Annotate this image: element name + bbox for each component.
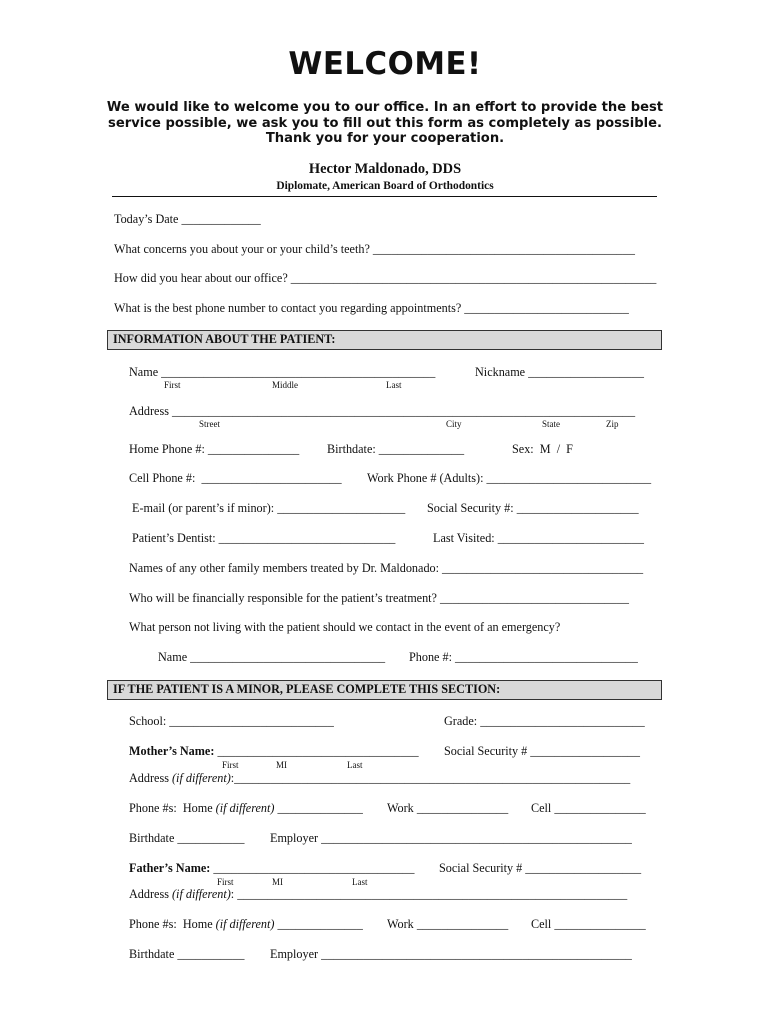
work-phone-field[interactable]: Work Phone # (Adults): ___________________________ — [367, 471, 652, 485]
mother-phones-note: (if different) — [215, 801, 275, 815]
emergency-question: What person not living with the patient should we contact in the event of an emergency? — [129, 620, 561, 634]
sex-field[interactable]: Sex: M / F — [512, 442, 573, 456]
minor-section-header — [107, 680, 662, 700]
mother-employer-field[interactable]: Employer ___________________________________________________ — [270, 831, 632, 845]
mother-name-line: _________________________________ — [214, 744, 419, 758]
mother-mi-caption: MI — [276, 760, 287, 770]
father-address-note: (if different) — [172, 887, 231, 901]
mother-phones-line: ______________ — [274, 801, 363, 815]
father-name-line: _________________________________ — [210, 861, 415, 875]
intro-line-2: service possible, we ask you to fill out this form as completely as possible. — [108, 116, 662, 131]
school-field[interactable]: School: ___________________________ — [129, 714, 334, 728]
father-work-phone-field[interactable]: Work _______________ — [387, 917, 509, 931]
dentist-field[interactable]: Patient’s Dentist: _____________________________ — [132, 531, 396, 545]
minor-section-title: IF THE PATIENT IS A MINOR, PLEASE COMPLETE THIS SECTION: — [113, 682, 501, 696]
mother-name-field[interactable] — [129, 744, 419, 759]
cell-phone-field[interactable]: Cell Phone #: _______________________ — [129, 471, 342, 485]
page-title: WELCOME! — [288, 46, 482, 82]
patient-section-title: INFORMATION ABOUT THE PATIENT: — [113, 332, 336, 346]
email-field[interactable]: E-mail (or parent’s if minor): _____________________ — [132, 501, 406, 515]
mother-home-phone-field[interactable] — [129, 801, 363, 816]
father-home-phone-field[interactable] — [129, 917, 363, 932]
father-ssn-field[interactable]: Social Security # ___________________ — [439, 861, 642, 875]
nickname-field[interactable]: Nickname ___________________ — [475, 365, 644, 379]
name-first-caption: First — [164, 380, 181, 390]
home-phone-field[interactable]: Home Phone #: _______________ — [129, 442, 300, 456]
father-last-caption: Last — [352, 877, 368, 887]
father-phones-line: ______________ — [274, 917, 363, 931]
mother-name-label: Mother’s Name: — [129, 744, 215, 758]
mother-address-line: :_________________________________________________________________ — [230, 771, 631, 785]
financial-responsible-field[interactable]: Who will be financially responsible for the patient’s treatment? _______________________________ — [129, 591, 629, 605]
ssn-field[interactable]: Social Security #: ____________________ — [427, 501, 639, 515]
mother-address-label: Address — [129, 771, 172, 785]
emergency-phone-field[interactable]: Phone #: ______________________________ — [409, 650, 638, 664]
father-employer-field[interactable]: Employer ___________________________________________________ — [270, 947, 632, 961]
father-cell-phone-field[interactable]: Cell _______________ — [531, 917, 646, 931]
mother-first-caption: First — [222, 760, 239, 770]
father-address-label: Address — [129, 887, 172, 901]
address-street-caption: Street — [199, 419, 220, 429]
patient-section-header — [107, 330, 662, 350]
mother-phones-label: Phone #s: Home — [129, 801, 216, 815]
intro-line-1: We would like to welcome you to our office. In an effort to provide the best — [106, 100, 664, 115]
header-divider — [112, 196, 657, 197]
grade-field[interactable]: Grade: ___________________________ — [444, 714, 645, 728]
todays-date-field[interactable]: Today’s Date _____________ — [114, 212, 261, 226]
address-zip-caption: Zip — [606, 419, 619, 429]
birthdate-field[interactable]: Birthdate: ______________ — [327, 442, 465, 456]
mother-work-phone-field[interactable]: Work _______________ — [387, 801, 509, 815]
emergency-name-field[interactable]: Name ________________________________ — [158, 650, 386, 664]
address-city-caption: City — [446, 419, 462, 429]
patient-name-field[interactable]: Name _____________________________________________ — [129, 365, 436, 379]
father-address-field[interactable] — [129, 887, 627, 902]
father-phones-label: Phone #s: Home — [129, 917, 216, 931]
address-state-caption: State — [542, 419, 560, 429]
doctor-name: Hector Maldonado, DDS — [308, 161, 462, 177]
father-name-label: Father’s Name: — [129, 861, 211, 875]
father-birthdate-field[interactable]: Birthdate ___________ — [129, 947, 245, 961]
mother-address-field[interactable] — [129, 771, 630, 786]
father-phones-note: (if different) — [215, 917, 275, 931]
mother-cell-phone-field[interactable]: Cell _______________ — [531, 801, 646, 815]
father-address-line: : ________________________________________________________________ — [230, 887, 628, 901]
contact-phone-field[interactable]: What is the best phone number to contact you regarding appointments? ___________________________ — [114, 301, 629, 315]
name-last-caption: Last — [386, 380, 402, 390]
mother-address-note: (if different) — [172, 771, 231, 785]
mother-birthdate-field[interactable]: Birthdate ___________ — [129, 831, 245, 845]
concerns-field[interactable]: What concerns you about your or your child’s teeth? ___________________________________________ — [114, 242, 635, 256]
referral-field[interactable]: How did you hear about our office? ____________________________________________________________ — [114, 271, 657, 285]
last-visited-field[interactable]: Last Visited: ________________________ — [433, 531, 644, 545]
intro-line-3: Thank you for your cooperation. — [265, 131, 505, 146]
mother-last-caption: Last — [347, 760, 363, 770]
board-certification: Diplomate, American Board of Orthodontics — [276, 180, 494, 192]
father-mi-caption: MI — [272, 877, 283, 887]
family-members-field[interactable]: Names of any other family members treated by Dr. Maldonado: _________________________________ — [129, 561, 644, 575]
address-field[interactable]: Address ____________________________________________________________________________ — [129, 404, 636, 418]
name-middle-caption: Middle — [272, 380, 298, 390]
father-first-caption: First — [217, 877, 234, 887]
father-name-field[interactable] — [129, 861, 414, 876]
mother-ssn-field[interactable]: Social Security # __________________ — [444, 744, 640, 758]
